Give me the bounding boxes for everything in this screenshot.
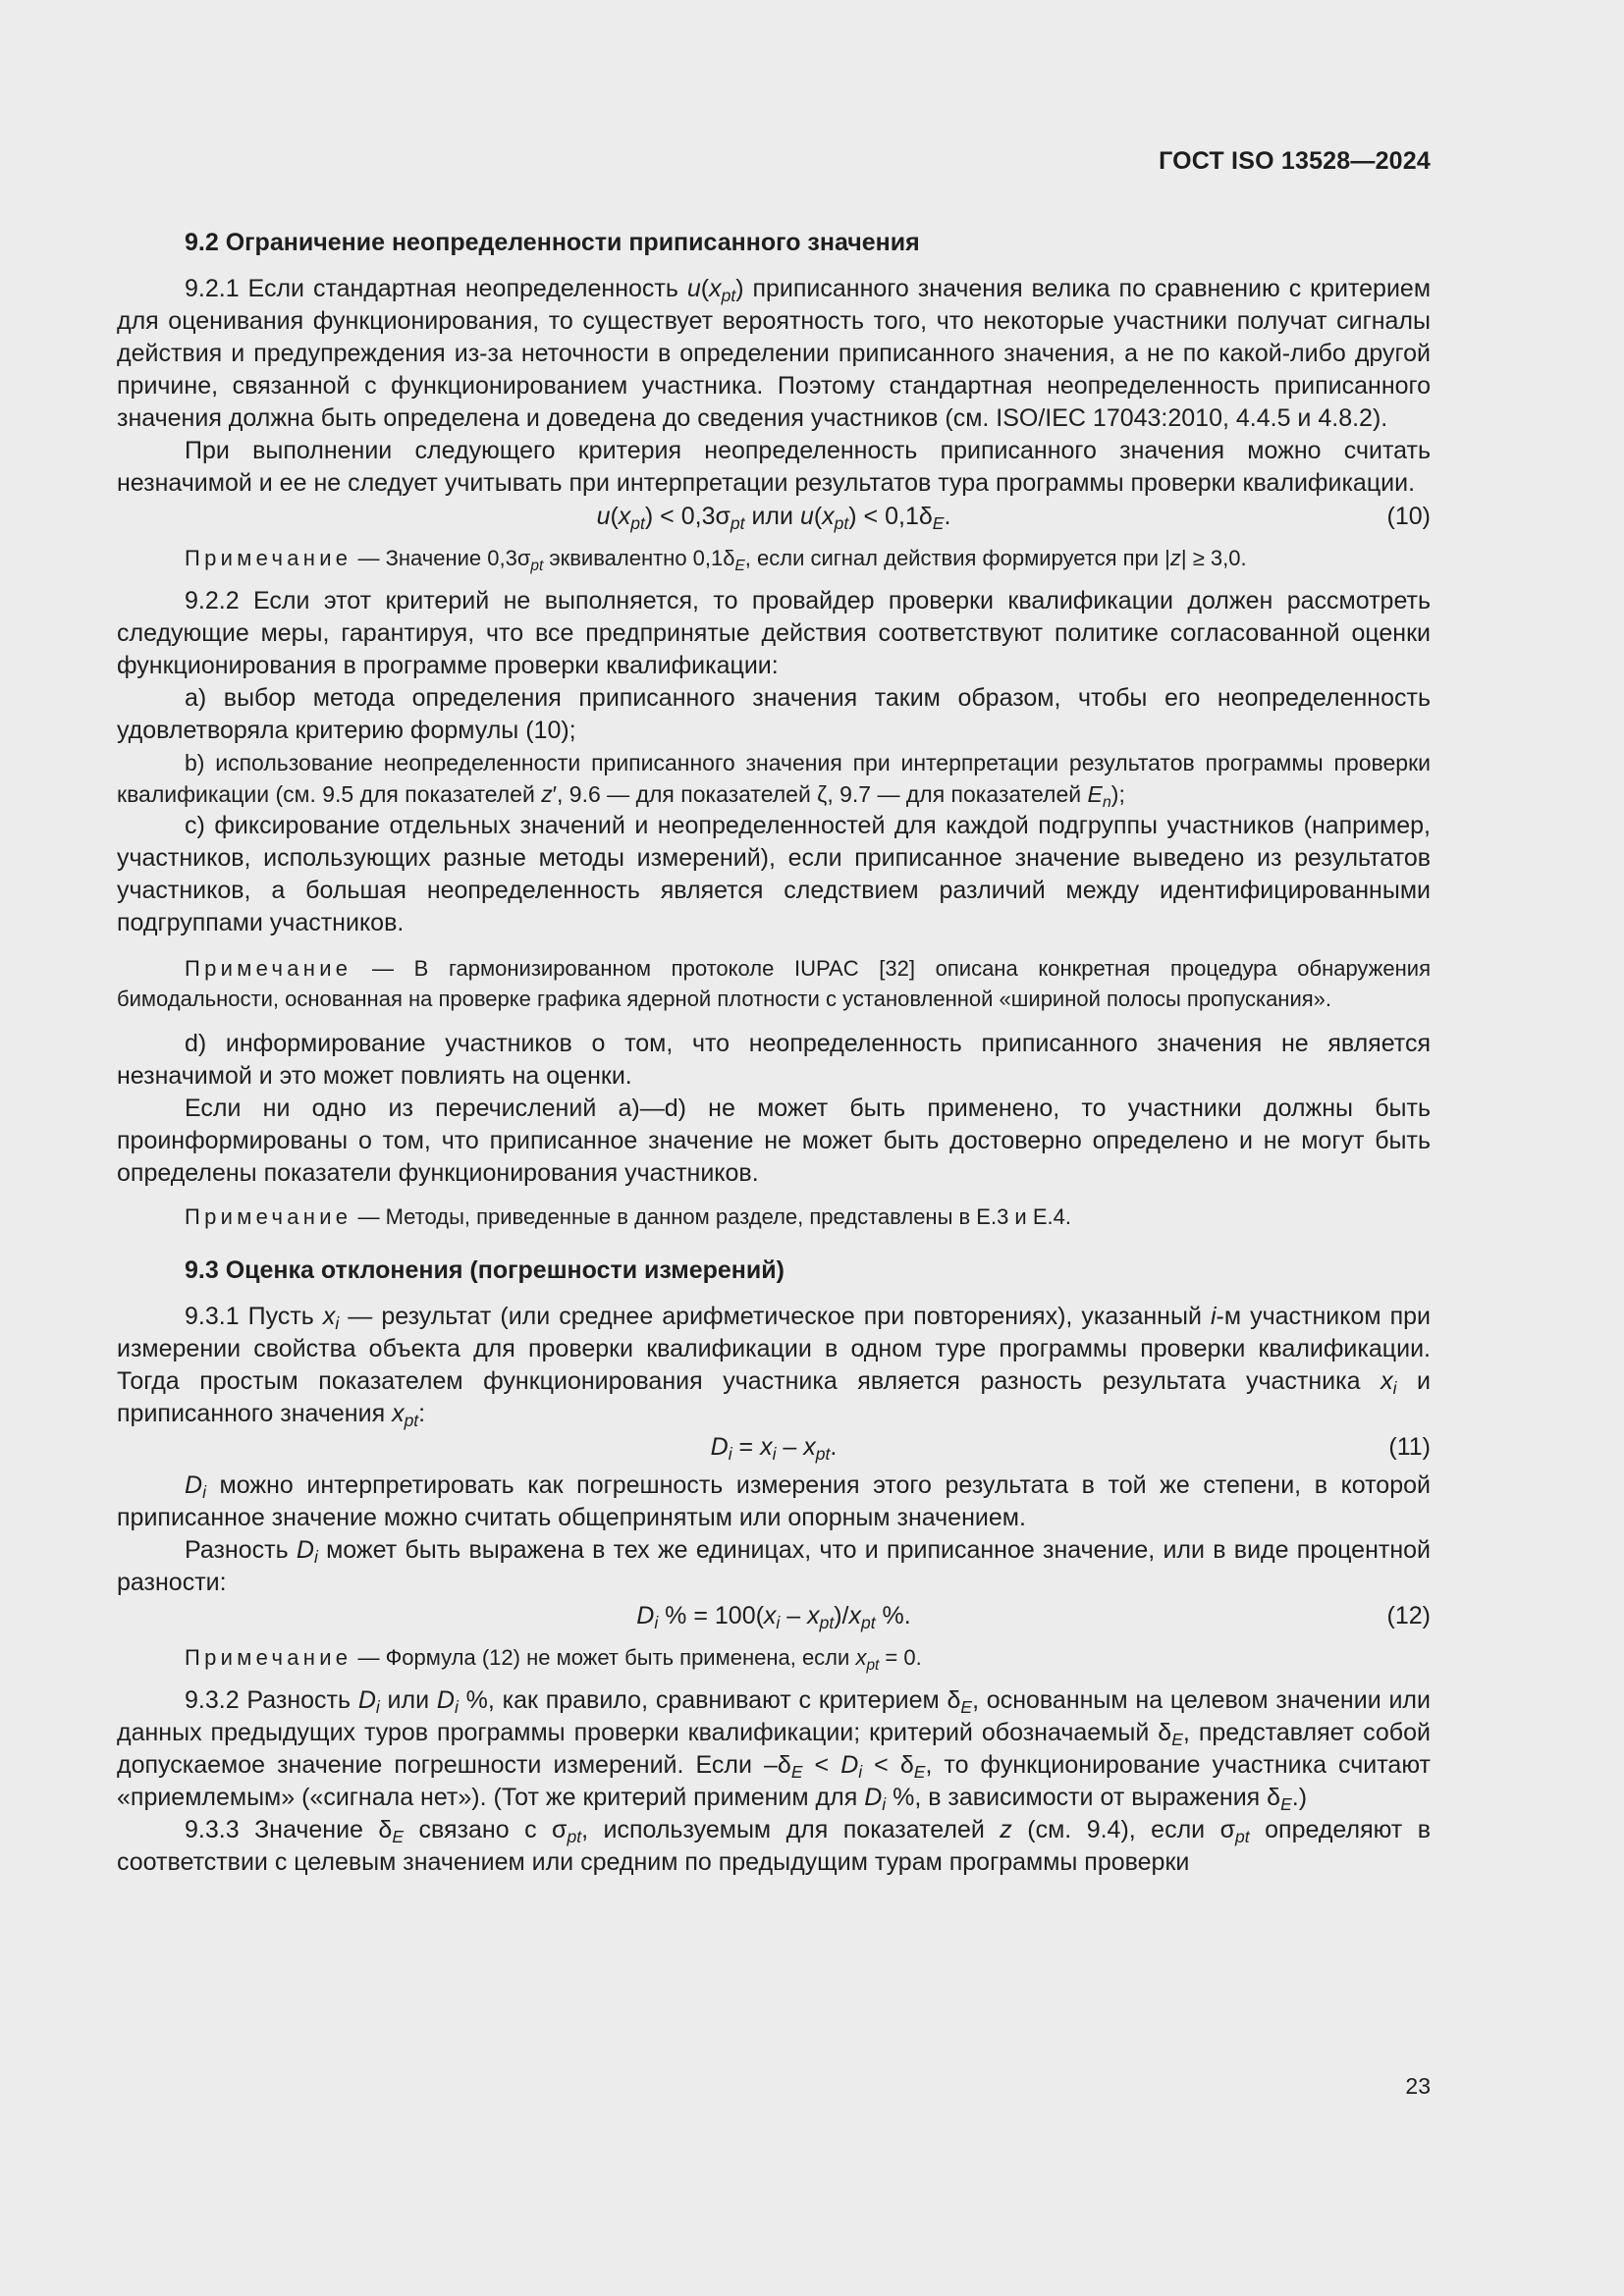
section-9-2-title: 9.2 Ограничение неопределенности приписанного значения bbox=[185, 229, 920, 256]
note-4: Примечание — Формула (12) не может быть применена, если $x_{pt} = 0$. bbox=[185, 1645, 922, 1674]
paragraph-9-2-2: 9.2.2 Если этот критерий не выполняется, то провайдер проверки квалификации должен рассмотреть следующие меры, гарантируя, что все предпринятые действия соответствуют политике согласованной оценки функционирования в программе проверки квалификации: bbox=[117, 587, 1431, 679]
paragraph-di-meaning: $D_i$ можно интерпретировать как погрешность измерения этого результата в той же степени, в которой приписанное значение можно считать общепринятым или опорным значением. bbox=[117, 1471, 1431, 1531]
formula-10-number: (10) bbox=[1386, 503, 1431, 530]
section-9-3-title: 9.3 Оценка отклонения (погрешности измерений) bbox=[185, 1256, 785, 1284]
paragraph-9-3-3: 9.3.3 Значение $\delta_E$ связано с $\sigma_{pt}$, используемым для показателей z (см. 9.4), если $\sigma_{pt}$ определяют в соответствии с целевым значением или средним по предыдущим турам программы проверки bbox=[117, 1816, 1432, 1876]
note-2: Примечание — В гармонизированном протоколе IUPAC [32] описана конкретная процедура обнаружения бимодальности, основанная на проверке графика ядерной плотности с установленной «шириной полосы пропускания». bbox=[117, 956, 1431, 1011]
list-item-c: c) фиксирование отдельных значений и неопределенностей для каждой подгруппы участников (например, участников, использующих разные методы измерений), если приписанное значение выведено из результатов участников, а большая неопределенность является следствием различий между идентифицированными подгруппами участников. bbox=[117, 812, 1431, 936]
formula-12: $D_i$ % = $100(x_i - x_{pt})/x_{pt}$ %. (12) bbox=[117, 1599, 1431, 1632]
formula-11-number: (11) bbox=[1388, 1433, 1431, 1461]
paragraph-9-2-1: 9.2.1 Если стандартная неопределенность $u(x_{pt})$ приписанного значения велика по сравнению с критерием для оценивания функционирования, то существует вероятность того, что некоторые участники получат сигналы действия и предупреждения из-за неточности в определении приписанного значения, а не по какой-либо другой причине, связанной с функционированием участника. Поэтому стандартная неопределенность приписанного значения должна быть определена и доведена до сведения участников (см. ISO/IEC 17043:2010, 4.4.5 и 4.8.2). bbox=[117, 275, 1432, 432]
page-number: 23 bbox=[1405, 2073, 1431, 2099]
paragraph-criterion: При выполнении следующего критерия неопределенность приписанного значения можно считать незначимой и ее не следует учитывать при интерпретации результатов тура программы проверки квалификации. bbox=[117, 437, 1431, 497]
list-item-b: b) использование неопределенности приписанного значения при интерпретации результатов программы проверки квалификации (см. 9.5 для показателей z′, 9.6 — для показателей ζ, 9.7 — для показателей $E_n$); bbox=[117, 750, 1431, 811]
list-item-a: a) выбор метода определения приписанного значения таким образом, чтобы его неопределенность удовлетворяла критерию формулы (10); bbox=[117, 684, 1431, 744]
paragraph-di-percent: Разность $D_i$ может быть выражена в тех же единицах, что и приписанное значение, или в виде процентной разности: bbox=[117, 1536, 1432, 1596]
formula-12-number: (12) bbox=[1386, 1602, 1431, 1629]
formula-11: $D_i = x_i - x_{pt}$. (11) bbox=[117, 1430, 1431, 1464]
note-3: Примечание — Методы, приведенные в данном разделе, представлены в E.3 и E.4. bbox=[185, 1204, 1071, 1229]
paragraph-fallback: Если ни одно из перечислений a)—d) не может быть применено, то участники должны быть проинформированы о том, что приписанное значение не может быть достоверно определено и не могут быть определены показатели функционирования участников. bbox=[117, 1095, 1431, 1187]
paragraph-9-3-1: 9.3.1 Пусть $x_i$ — результат (или среднее арифметическое при повторениях), указанный i-м участником при измерении свойства объекта для проверки квалификации в одном туре программы проверки квалификации. Тогда простым показателем функционирования участника является разность результата участника $x_i$ и приписанного значения $x_{pt}$: bbox=[117, 1303, 1431, 1430]
note-1: Примечание — Значение $0,3\sigma_{pt}$ эквивалентно $0,1\delta_E$, если сигнал действия формируется при |z| ≥ 3,0. bbox=[185, 546, 1247, 574]
formula-10: $u(x_{pt}) < 0,3\sigma_{pt}$ или $u(x_{pt}) < 0,1\delta_E$. (10) bbox=[117, 500, 1431, 533]
document-id: ГОСТ ISO 13528—2024 bbox=[1159, 147, 1431, 175]
list-item-d: d) информирование участников о том, что неопределенность приписанного значения не является незначимой и это может повлиять на оценки. bbox=[117, 1030, 1431, 1090]
page-content bbox=[117, 145, 1431, 1879]
paragraph-9-3-2: 9.3.2 Разность $D_i$ или $D_i$ %, как правило, сравнивают с критерием $\delta_E$, основанным на целевом значении или данных предыдущих туров программы проверки квалификации; критерий обозначаемый $\delta_E$, представляет собой допускаемое значение погрешности измерений. Если $-\delta_E < D_i < \delta_E$, то функционирование участника считают «приемлемым» («сигнала нет»). (Тот же критерий применим для $D_i$ %, в зависимости от выражения $\delta_E$.) bbox=[117, 1686, 1431, 1814]
